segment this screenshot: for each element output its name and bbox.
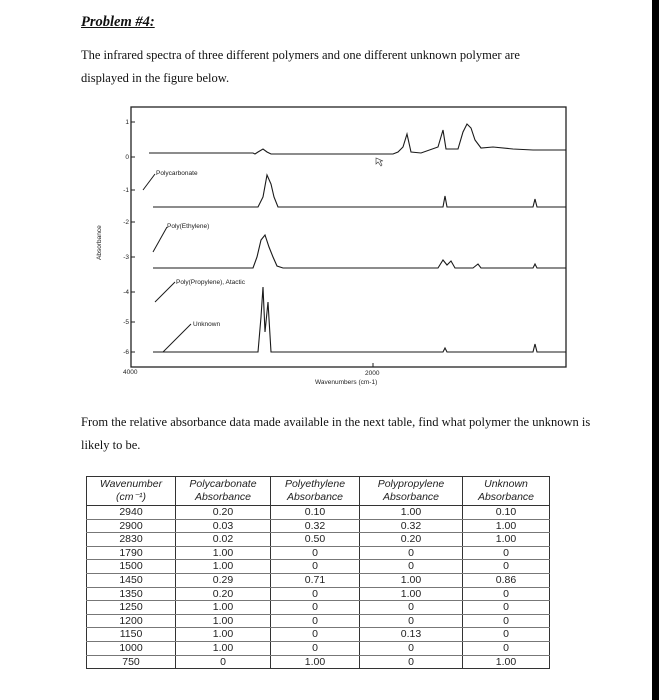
plot-frame bbox=[131, 107, 566, 367]
table-cell: 2940 bbox=[87, 506, 176, 520]
table-cell: 0 bbox=[271, 614, 360, 628]
table-cell: 0.03 bbox=[176, 519, 271, 533]
table-row bbox=[87, 628, 550, 642]
column-header: Polypropylene Absorbance bbox=[360, 477, 463, 506]
column-header: Unknown Absorbance bbox=[463, 477, 550, 506]
table-cell: 0 bbox=[463, 614, 550, 628]
table-cell: 1.00 bbox=[176, 560, 271, 574]
polypropylene-trace bbox=[153, 235, 566, 268]
table-cell: 1500 bbox=[87, 560, 176, 574]
table-cell: 1000 bbox=[87, 641, 176, 655]
table-cell: 1250 bbox=[87, 601, 176, 615]
table-cell: 0.20 bbox=[360, 533, 463, 547]
table-cell: 0 bbox=[271, 641, 360, 655]
unknown-trace bbox=[153, 287, 566, 352]
table-cell: 1.00 bbox=[360, 506, 463, 520]
table-cell: 0 bbox=[463, 546, 550, 560]
table-cell: 1.00 bbox=[176, 601, 271, 615]
right-border bbox=[652, 0, 659, 700]
table-row bbox=[87, 614, 550, 628]
table-cell: 2900 bbox=[87, 519, 176, 533]
table-row bbox=[87, 573, 550, 587]
cursor-icon bbox=[376, 158, 383, 166]
table-cell: 0 bbox=[463, 601, 550, 615]
table-cell: 0 bbox=[360, 546, 463, 560]
column-header: Polyethylene Absorbance bbox=[271, 477, 360, 506]
table-cell: 0.10 bbox=[271, 506, 360, 520]
series-label-polyethylene: Poly(Ethylene) bbox=[167, 223, 210, 230]
table-cell: 0.20 bbox=[176, 587, 271, 601]
table-row bbox=[87, 546, 550, 560]
column-header: Wavenumber (cm⁻¹) bbox=[87, 477, 176, 506]
table-cell: 0 bbox=[360, 601, 463, 615]
problem-title: Problem #4: bbox=[81, 14, 155, 30]
series-label-polycarbonate: Polycarbonate bbox=[156, 170, 198, 177]
table-cell: 0 bbox=[360, 655, 463, 669]
x-tick-label: 4000 bbox=[123, 369, 138, 376]
table-cell: 0 bbox=[463, 628, 550, 642]
table-cell: 1.00 bbox=[463, 533, 550, 547]
table-header-row bbox=[87, 477, 550, 506]
absorbance-table bbox=[86, 476, 550, 669]
y-tick-label: 1 bbox=[125, 119, 129, 126]
x-tick-label: 2000 bbox=[365, 370, 380, 377]
table-cell: 0.32 bbox=[360, 519, 463, 533]
table-cell: 0 bbox=[271, 587, 360, 601]
y-axis-label: Absorbance bbox=[96, 225, 103, 260]
table-cell: 1.00 bbox=[360, 587, 463, 601]
table-cell: 0.20 bbox=[176, 506, 271, 520]
table-cell: 1.00 bbox=[463, 519, 550, 533]
table-row bbox=[87, 641, 550, 655]
table-cell: 1.00 bbox=[176, 546, 271, 560]
table-cell: 0 bbox=[463, 641, 550, 655]
table-row bbox=[87, 519, 550, 533]
y-tick-label: -1 bbox=[123, 187, 129, 194]
table-cell: 0.02 bbox=[176, 533, 271, 547]
y-tick-label: -2 bbox=[123, 219, 129, 226]
table-row bbox=[87, 560, 550, 574]
y-tick-label: -6 bbox=[123, 349, 129, 356]
y-tick-label: 0 bbox=[125, 154, 129, 161]
table-row bbox=[87, 533, 550, 547]
table-cell: 0.13 bbox=[360, 628, 463, 642]
table-cell: 1.00 bbox=[271, 655, 360, 669]
table-cell: 0 bbox=[360, 560, 463, 574]
table-cell: 1.00 bbox=[176, 614, 271, 628]
table-cell: 1.00 bbox=[176, 641, 271, 655]
table-cell: 2830 bbox=[87, 533, 176, 547]
table-cell: 1.00 bbox=[463, 655, 550, 669]
x-axis-label: Wavenumbers (cm-1) bbox=[315, 379, 378, 386]
table-cell: 0 bbox=[176, 655, 271, 669]
table-cell: 0 bbox=[271, 628, 360, 642]
series-label-polypropylene: Poly(Propylene), Atactic bbox=[176, 279, 246, 286]
table-intro-paragraph: From the relative absorbance data made available in the next table, find what polymer the unknown is likely to be. bbox=[81, 415, 591, 452]
table-cell: 0.10 bbox=[463, 506, 550, 520]
table-cell: 0.29 bbox=[176, 573, 271, 587]
ir-spectra-figure bbox=[93, 102, 573, 402]
table-cell: 0 bbox=[360, 614, 463, 628]
table-cell: 0 bbox=[463, 560, 550, 574]
table-cell: 0.71 bbox=[271, 573, 360, 587]
table-cell: 750 bbox=[87, 655, 176, 669]
table-row bbox=[87, 506, 550, 520]
intro-paragraph: The infrared spectra of three different polymers and one different unknown polymer are displayed in the figure below. bbox=[81, 48, 520, 85]
polycarbonate-trace bbox=[149, 124, 566, 154]
table-cell: 0 bbox=[271, 601, 360, 615]
table-cell: 1450 bbox=[87, 573, 176, 587]
table-cell: 0 bbox=[271, 546, 360, 560]
y-tick-label: -5 bbox=[123, 319, 129, 326]
y-tick-label: -3 bbox=[123, 254, 129, 261]
table-cell: 1790 bbox=[87, 546, 176, 560]
table-cell: 0 bbox=[360, 641, 463, 655]
table-cell: 1.00 bbox=[360, 573, 463, 587]
series-label-unknown: Unknown bbox=[193, 321, 221, 328]
table-cell: 0 bbox=[271, 560, 360, 574]
table-cell: 0.50 bbox=[271, 533, 360, 547]
table-row bbox=[87, 601, 550, 615]
table-cell: 0.86 bbox=[463, 573, 550, 587]
table-cell: 1350 bbox=[87, 587, 176, 601]
table-cell: 0.32 bbox=[271, 519, 360, 533]
table-cell: 0 bbox=[463, 587, 550, 601]
table-cell: 1150 bbox=[87, 628, 176, 642]
polyethylene-trace bbox=[153, 175, 566, 207]
table-cell: 1200 bbox=[87, 614, 176, 628]
table-row bbox=[87, 655, 550, 669]
table-cell: 1.00 bbox=[176, 628, 271, 642]
table-row bbox=[87, 587, 550, 601]
column-header: Polycarbonate Absorbance bbox=[176, 477, 271, 506]
y-tick-label: -4 bbox=[123, 289, 129, 296]
